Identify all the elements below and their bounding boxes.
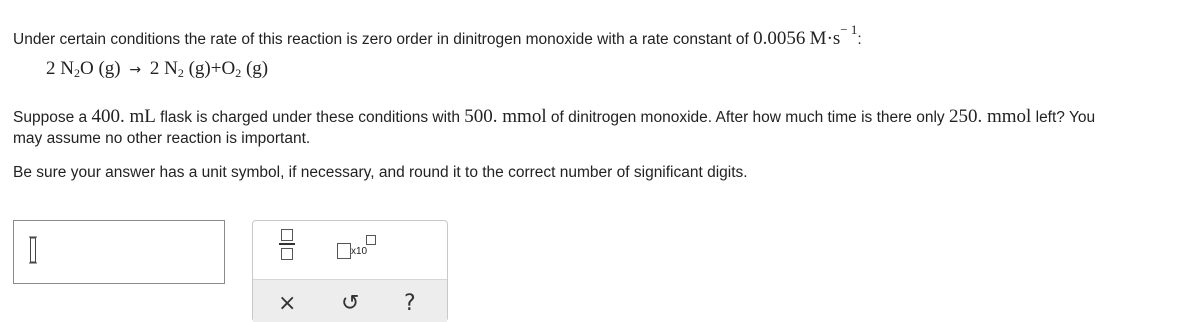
text-cursor-icon (29, 235, 37, 265)
fraction-denominator-icon (281, 248, 293, 260)
eq-arrow-icon: → (129, 62, 142, 78)
fraction-numerator-icon (281, 229, 293, 241)
para-text-c: of dinitrogen monoxide. After how much time is there only (546, 109, 949, 126)
help-icon[interactable]: ? (404, 291, 416, 316)
answer-instruction: Be sure your answer has a unit symbol, if necessary, and round it to the correct number of significant digits. (13, 164, 748, 181)
x10-label: x10 (351, 246, 368, 257)
eq-reactant-sub: 2 (73, 66, 80, 80)
mantissa-box-icon (337, 243, 351, 259)
eq-reactant-tail: O (79, 58, 94, 79)
final-amount: 250. mmol (948, 106, 1032, 127)
eq-product-2: O (221, 58, 236, 79)
eq-product-1-sub: 2 (177, 66, 184, 80)
rate-constant-value: 0.0056 (753, 28, 806, 49)
intro-text: Under certain conditions the rate of this reaction is zero order in dinitrogen monoxide with a rate constant of (13, 31, 754, 48)
eq-product-2-sub: 2 (235, 66, 242, 80)
rate-constant-unit: M·s (809, 28, 841, 49)
eq-phase-2: (g) (188, 58, 211, 79)
math-input-palette (252, 220, 448, 322)
eq-product-1: N (164, 58, 178, 79)
eq-phase-1: (g) (98, 58, 121, 79)
flask-volume: 400. mL (91, 106, 156, 127)
eq-reactant: N (60, 58, 74, 79)
question-intro (13, 20, 862, 50)
initial-amount: 500. mmol (464, 106, 547, 127)
undo-icon[interactable]: ↺ (341, 291, 360, 316)
fraction-button[interactable] (279, 229, 295, 261)
colon: : (857, 31, 862, 48)
scientific-notation-button[interactable] (337, 235, 377, 259)
reaction-equation (46, 58, 268, 81)
para-text-b: flask is charged under these conditions with (155, 109, 465, 126)
fraction-bar-icon (279, 243, 295, 245)
para-text-d: left? You (1031, 109, 1096, 126)
question-paragraph-line-2: may assume no other reaction is important. (13, 130, 311, 147)
para-text-a: Suppose a (13, 109, 92, 126)
answer-input[interactable] (13, 220, 225, 284)
eq-coef-2: 2 (149, 58, 160, 79)
rate-unit-exponent: − 1 (840, 22, 858, 37)
exponent-box-icon (366, 235, 376, 245)
eq-phase-3: (g) (245, 58, 269, 79)
eq-coef-1: 2 (46, 58, 56, 79)
clear-icon[interactable]: × (278, 291, 297, 316)
question-paragraph-line-1 (13, 107, 1095, 128)
eq-plus: + (210, 58, 222, 79)
